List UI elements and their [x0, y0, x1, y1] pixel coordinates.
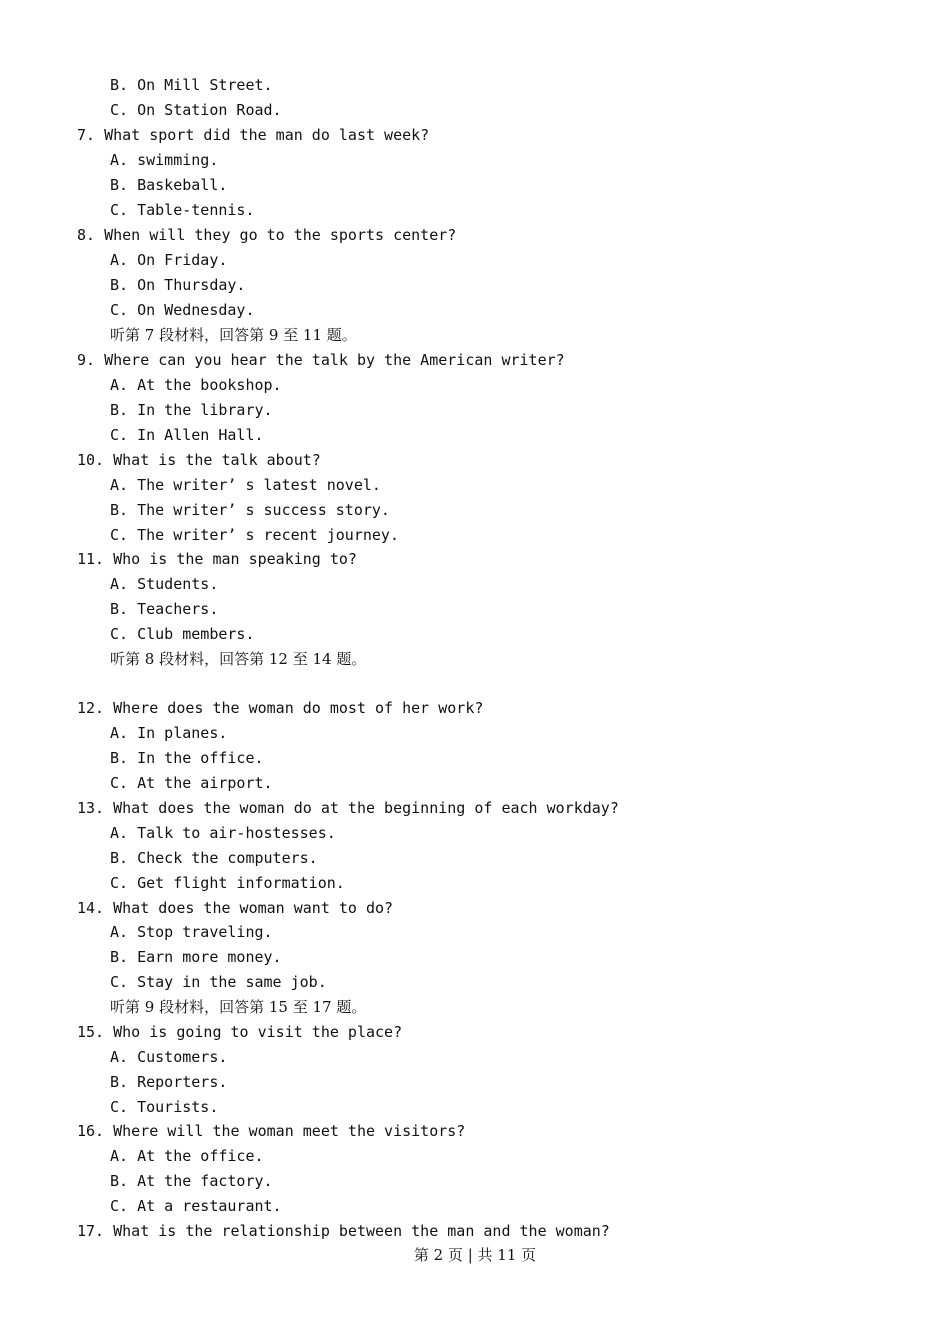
question-15: 15. Who is going to visit the place?: [77, 1023, 403, 1041]
section-instruction: 听第 9 段材料，回答第 15 至 17 题。: [110, 998, 367, 1016]
option-line: B. Earn more money.: [110, 948, 282, 966]
option-line: B. Reporters.: [110, 1073, 228, 1091]
option-line: B. Check the computers.: [110, 849, 318, 867]
option-line: C. Stay in the same job.: [110, 973, 327, 991]
option-line: B. On Thursday.: [110, 276, 246, 294]
question-11: 11. Who is the man speaking to?: [77, 550, 357, 568]
page-footer: 第 2 页 | 共 11 页: [413, 1246, 537, 1264]
question-8: 8. When will they go to the sports center?: [77, 226, 457, 244]
question-7: 7. What sport did the man do last week?: [77, 126, 430, 144]
option-line: C. On Station Road.: [110, 101, 282, 119]
section-instruction: 听第 8 段材料，回答第 12 至 14 题。: [110, 650, 367, 668]
option-line: B. Baskeball.: [110, 176, 228, 194]
option-line: A. Customers.: [110, 1048, 228, 1066]
option-line: A. swimming.: [110, 151, 219, 169]
option-line: C. At a restaurant.: [110, 1197, 282, 1215]
option-line: B. In the office.: [110, 749, 264, 767]
option-line: B. Teachers.: [110, 600, 219, 618]
option-line: C. Club members.: [110, 625, 255, 643]
option-line: A. In planes.: [110, 724, 228, 742]
question-9: 9. Where can you hear the talk by the American writer?: [77, 351, 565, 369]
option-line: A. On Friday.: [110, 251, 228, 269]
question-16: 16. Where will the woman meet the visitors?: [77, 1122, 466, 1140]
question-14: 14. What does the woman want to do?: [77, 899, 394, 917]
option-line: A. Students.: [110, 575, 219, 593]
option-line: A. The writer’ s latest novel.: [110, 476, 381, 494]
option-line: C. In Allen Hall.: [110, 426, 264, 444]
option-line: C. The writer’ s recent journey.: [110, 526, 399, 544]
option-line: C. Tourists.: [110, 1098, 219, 1116]
question-10: 10. What is the talk about?: [77, 451, 321, 469]
option-line: A. At the bookshop.: [110, 376, 282, 394]
option-line: A. Stop traveling.: [110, 923, 273, 941]
option-line: A. At the office.: [110, 1147, 264, 1165]
section-instruction: 听第 7 段材料，回答第 9 至 11 题。: [110, 326, 357, 344]
option-line: B. In the library.: [110, 401, 273, 419]
option-line: C. Table-tennis.: [110, 201, 255, 219]
question-13: 13. What does the woman do at the beginning of each workday?: [77, 799, 619, 817]
question-17: 17. What is the relationship between the man and the woman?: [77, 1222, 610, 1240]
option-line: C. Get flight information.: [110, 874, 345, 892]
option-line: B. At the factory.: [110, 1172, 273, 1190]
question-12: 12. Where does the woman do most of her work?: [77, 699, 484, 717]
option-line: B. On Mill Street.: [110, 76, 273, 94]
option-line: C. At the airport.: [110, 774, 273, 792]
option-line: C. On Wednesday.: [110, 301, 255, 319]
option-line: A. Talk to air-hostesses.: [110, 824, 336, 842]
option-line: B. The writer’ s success story.: [110, 501, 390, 519]
